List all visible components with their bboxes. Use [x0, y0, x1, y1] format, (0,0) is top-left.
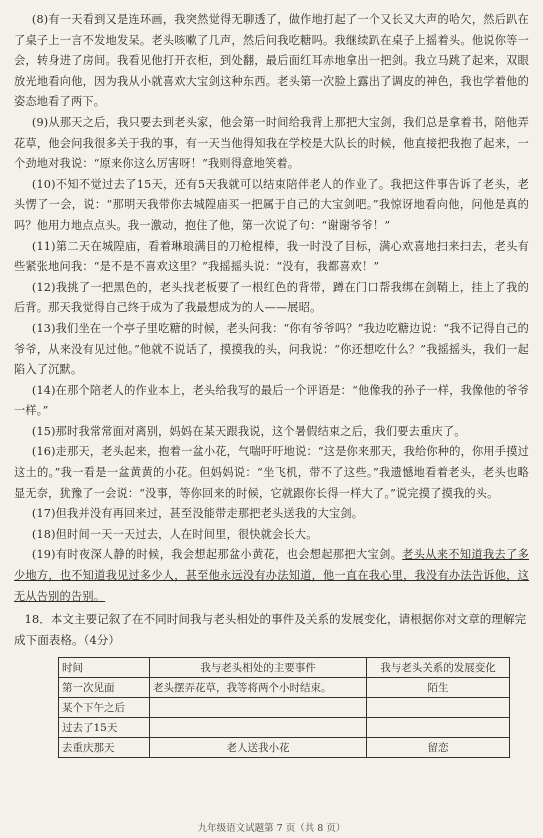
- paragraph-19-underlined: 老头从来不知道我去了多少地方，也不知道我见过多少人，甚至他永远没有办法知道，他一直在我心里，我没有办法告诉他，这无从告别的告别。: [14, 548, 529, 603]
- paragraph-8: (8)有一天看到又是连环画，我突然觉得无聊透了，做作地打起了一个又长又大声的哈欠，然后趴在了桌子上一言不发地发呆。老头咳嗽了几声，然后问我吃糖吗。我继续趴在桌子上摇着头。他说你等一会，转身进了房间。我看见他打开衣柜，到处翻，最后面红耳赤地拿出一把剑。我立马跳了起来，双眼放光地看向他，因为我从小就喜欢大宝剑这种东西。老头第一次脸上露出了调皮的神色，我也学着他的姿态地看了两下。: [14, 13, 529, 109]
- table-cell-relation: 陌生: [367, 678, 510, 698]
- paragraph-19-plain: (19)有时夜深人静的时候，我会想起那盆小黄花，也会想起那把大宝剑。: [31, 548, 403, 562]
- table-cell-relation: 留恋: [367, 738, 510, 758]
- paragraph-11: (11)第二天在城隍庙，看着琳琅满目的刀枪棍棒，我一时没了目标，满心欢喜地扫来扫去，老头有些紧张地问我：“是不是不喜欢这里？”我摇摇头说：“没有，我都喜欢！”: [14, 239, 529, 274]
- paragraph-10: (10)不知不觉过去了15天，还有5天我就可以结束陪伴老人的作业了。我把这件事告诉了老头，老头愣了一会，说：“那明天我带你去城隍庙买一把属于自己的大宝剑吧。”我惊讶地看向他，问他是真的吗？他用力地点点头。我一激动，抱住了他，第一次说了句：“谢谢爷爷！”: [14, 177, 529, 232]
- question-18: 18．本文主要记叙了在不同时间我与老头相处的事件及关系的发展变化，请根据你对文章的理解完成下面表格。（4分）: [14, 612, 527, 648]
- paragraph-15: (15)那时我常常面对离别，妈妈在某天跟我说，这个暑假结束之后，我们要去重庆了。: [31, 424, 466, 438]
- table-row: [59, 738, 510, 758]
- page-footer: 九年级语文试题第 7 页（共 8 页）: [197, 823, 346, 834]
- table-cell-time: 过去了15天: [59, 718, 150, 738]
- table-cell-time: 某个下午之后: [59, 698, 150, 718]
- table-cell-event: [150, 718, 367, 738]
- table-cell-relation: [367, 718, 510, 738]
- table-cell-event: 老头摆弄花草，我等将两个小时结束。: [150, 678, 367, 698]
- paragraph-14: (14)在那个陪老人的作业本上，老头给我写的最后一个评语是：“他像我的孙子一样，我像他的爷爷一样。”: [14, 383, 529, 418]
- table-row: [59, 698, 510, 718]
- paragraph-17: (17)但我并没有再回来过，甚至没能带走那把老头送我的大宝剑。: [31, 507, 364, 521]
- paragraph-19: [14, 545, 529, 607]
- paragraph-13: (13)我们坐在一个亭子里吃糖的时候，老头问我：“你有爷爷吗？”我边吃糖边说：“我不记得自己的爷爷，从来没有见过他。”他就不说话了，摸摸我的头，问我说：“你还想吃什么？”我摇摇头，我们一起陷入了沉默。: [14, 321, 529, 377]
- table-cell-relation: [367, 698, 510, 718]
- table-cell-event: [150, 698, 367, 718]
- table-row: [59, 678, 510, 698]
- table-header-row: [59, 658, 510, 678]
- table-header-cell: 时间: [59, 658, 150, 678]
- table-header-cell: 我与老头相处的主要事件: [150, 658, 367, 678]
- paragraph-9: (9)从那天之后，我只要去到老头家，他会第一时间给我背上那把大宝剑，我们总是拿着书，陪他弄花草，他会问我很多关于我的事，有一天当他得知我在学校是大队长的时候，他直接把我抱了起来，一个劲地对我说：“原来你这么厉害呀！”我则得意地笑着。: [14, 115, 529, 171]
- paragraph-12: (12)我挑了一把黑色的，老头找老板要了一根红色的背带，蹲在门口帮我绑在剑鞘上，挂上了我的后背。那天我觉得自己终于成为了我最想成为的人——展昭。: [14, 280, 529, 315]
- table-header-cell: 我与老头关系的发展变化: [367, 658, 510, 678]
- table-row: [59, 718, 510, 738]
- table-cell-time: 去重庆那天: [59, 738, 150, 758]
- table-cell-time: 第一次见面: [59, 678, 150, 698]
- paragraph-16: (16)走那天，老头起来，抱着一盆小花，气喘吁吁地说：“这是你来那天，我给你种的，你用手摸过这土的。”我一看是一盆黄黄的小花。但妈妈说：“坐飞机，带不了这些。”我遗憾地看着老头，老头也略显无奈，犹豫了一会说：“没事，等你回来的时候，它就跟你长得一样大了。”说完摸了摸我的头。: [14, 445, 529, 500]
- answer-table: [58, 657, 510, 758]
- table-cell-event: 老人送我小花: [150, 738, 367, 758]
- paragraph-18: (18)但时间一天一天过去，人在时间里，很快就会长大。: [31, 527, 318, 541]
